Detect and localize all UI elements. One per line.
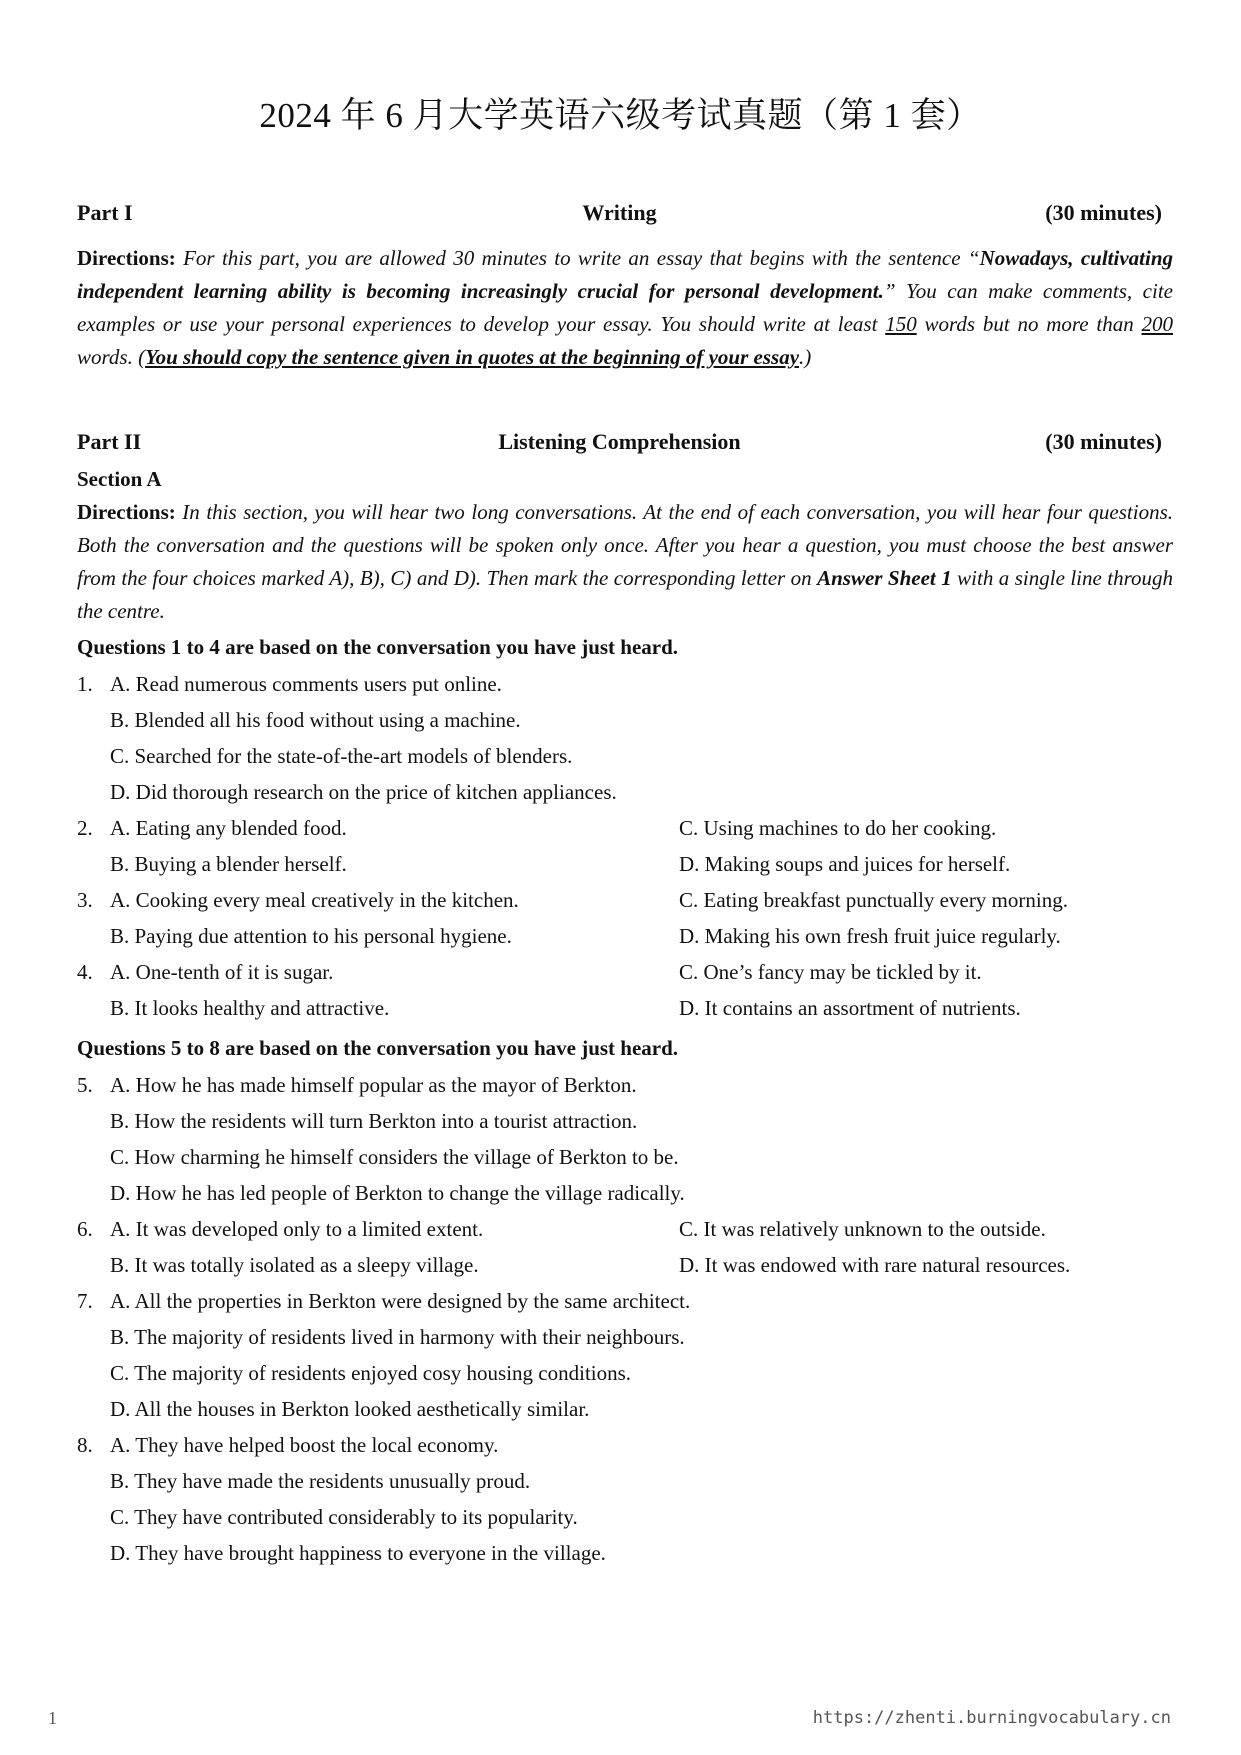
directions-label: Directions:: [77, 500, 176, 524]
part2-name: Listening Comprehension: [498, 429, 741, 454]
essay-prompt-sentence: Nowadays, cultivating independent learning ability is becoming increasingly crucial for personal development.: [77, 246, 1174, 303]
directions-text: In this section, you will hear two long conversations. At the end of each conversation, you will hear four questions. Both the conversation and the questions will be spoken only once. After you hear a question, you must choose the best answer from the four choices marked A), B), C) and D). Then mark the corresponding letter on: [77, 500, 1173, 590]
directions-text: with a single line through the centre.: [77, 566, 1173, 623]
option-b: B. Blended all his food without using a machine.: [110, 708, 521, 732]
part2-time: (30 minutes): [1045, 429, 1162, 454]
option-a: A. Cooking every meal creatively in the kitchen.: [110, 888, 519, 912]
directions-text: words. (: [77, 345, 146, 369]
part1-name: Writing: [582, 200, 657, 225]
part1-label: Part I: [77, 200, 133, 225]
option-c: C. They have contributed considerably to its popularity.: [110, 1505, 578, 1529]
answer-sheet-ref: Answer Sheet 1: [817, 566, 952, 590]
option-a: A. How he has made himself popular as the mayor of Berkton.: [110, 1073, 637, 1097]
part2-header: [77, 429, 1162, 459]
option-d: D. It was endowed with rare natural resources.: [679, 1253, 1071, 1277]
footer-url: https://zhenti.burningvocabulary.cn: [812, 1708, 1171, 1728]
directions-text: .): [799, 345, 812, 369]
option-d: D. All the houses in Berkton looked aesthetically similar.: [110, 1397, 590, 1421]
max-word-count: 200: [1141, 312, 1173, 336]
option-c: C. The majority of residents enjoyed cosy housing conditions.: [110, 1361, 632, 1385]
option-d: D. Making soups and juices for herself.: [679, 852, 1011, 876]
directions-label: Directions:: [77, 246, 176, 270]
question-group-heading: Questions 5 to 8 are based on the conversation you have just heard.: [77, 1036, 679, 1060]
question-number: 8.: [77, 1433, 93, 1457]
option-d: D. It contains an assortment of nutrients.: [679, 996, 1021, 1020]
directions-text: words but no more than: [916, 312, 1142, 336]
question-number: 7.: [77, 1289, 93, 1313]
option-b: B. It looks healthy and attractive.: [110, 996, 390, 1020]
section-a-heading: Section A: [77, 467, 162, 491]
question-number: 4.: [77, 960, 93, 984]
option-b: B. How the residents will turn Berkton into a tourist attraction.: [110, 1109, 638, 1133]
part2-directions: [77, 496, 1173, 628]
option-c: C. It was relatively unknown to the outside.: [679, 1217, 1046, 1241]
question-number: 6.: [77, 1217, 93, 1241]
option-d: D. How he has led people of Berkton to change the village radically.: [110, 1181, 685, 1205]
option-c: C. Eating breakfast punctually every morning.: [679, 888, 1068, 912]
option-d: D. Making his own fresh fruit juice regularly.: [679, 924, 1061, 948]
question-number: 1.: [77, 672, 93, 696]
option-c: C. How charming he himself considers the village of Berkton to be.: [110, 1145, 679, 1169]
question-group-heading: Questions 1 to 4 are based on the conversation you have just heard.: [77, 635, 679, 659]
option-d: D. Did thorough research on the price of kitchen appliances.: [110, 780, 617, 804]
part2-label: Part II: [77, 429, 142, 454]
option-a: A. It was developed only to a limited extent.: [110, 1217, 484, 1241]
option-c: C. Searched for the state-of-the-art models of blenders.: [110, 744, 573, 768]
question-number: 2.: [77, 816, 93, 840]
question-number: 3.: [77, 888, 93, 912]
option-b: B. Buying a blender herself.: [110, 852, 347, 876]
option-b: B. It was totally isolated as a sleepy village.: [110, 1253, 479, 1277]
page-number: 1: [48, 1708, 57, 1728]
copy-instruction: You should copy the sentence given in quotes at the beginning of your essay: [145, 345, 800, 369]
page-title: 2024 年 6 月大学英语六级考试真题（第 1 套）: [259, 96, 982, 135]
min-word-count: 150: [885, 312, 917, 336]
option-d: D. They have brought happiness to everyone in the village.: [110, 1541, 606, 1565]
option-b: B. The majority of residents lived in harmony with their neighbours.: [110, 1325, 685, 1349]
option-b: B. Paying due attention to his personal hygiene.: [110, 924, 512, 948]
option-a: A. All the properties in Berkton were designed by the same architect.: [110, 1289, 691, 1313]
option-a: A. Read numerous comments users put online.: [110, 672, 502, 696]
option-a: A. Eating any blended food.: [110, 816, 347, 840]
option-c: C. Using machines to do her cooking.: [679, 816, 997, 840]
part1-header: [77, 200, 1162, 230]
question-number: 5.: [77, 1073, 93, 1097]
part1-directions: [77, 242, 1173, 374]
part1-time: (30 minutes): [1045, 200, 1162, 225]
directions-text: For this part, you are allowed 30 minutes to write an essay that begins with the sentence “: [175, 246, 980, 270]
option-c: C. One’s fancy may be tickled by it.: [679, 960, 982, 984]
option-a: A. One-tenth of it is sugar.: [110, 960, 334, 984]
option-b: B. They have made the residents unusually proud.: [110, 1469, 531, 1493]
option-a: A. They have helped boost the local economy.: [110, 1433, 499, 1457]
directions-text: ” You can make comments, cite examples or use your personal experiences to develop your essay. You should write at least: [77, 279, 1173, 336]
